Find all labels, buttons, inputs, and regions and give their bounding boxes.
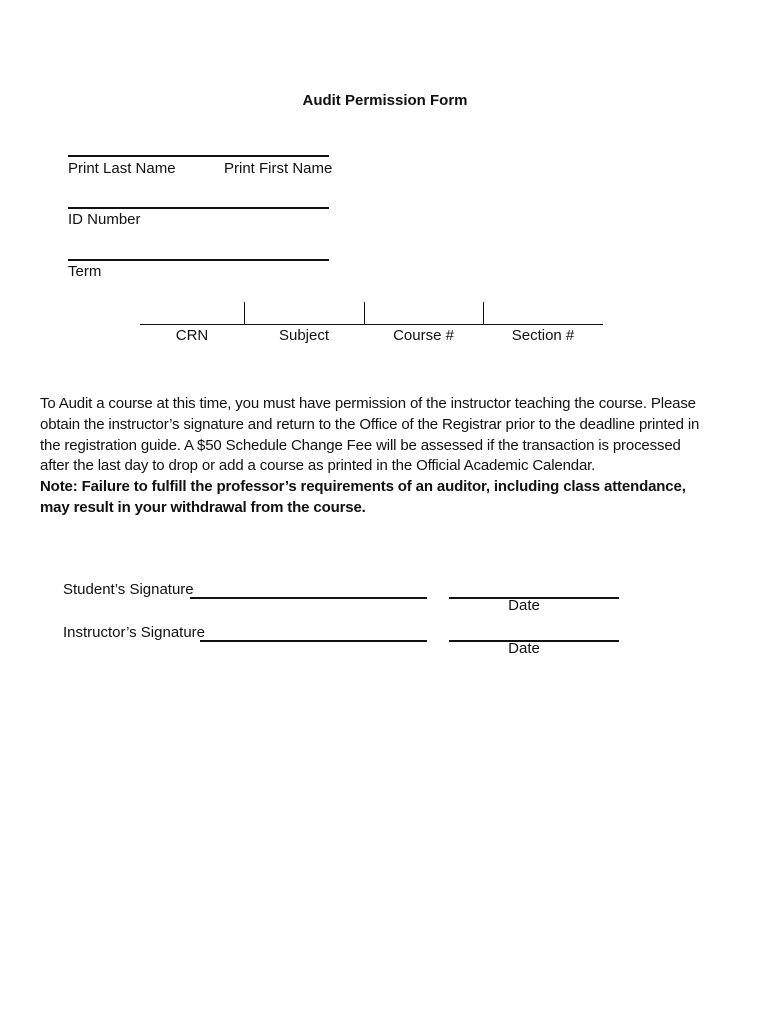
form-title: Audit Permission Form	[302, 92, 468, 109]
instructions-paragraph	[40, 394, 720, 519]
course-divider-2	[364, 302, 365, 324]
course-entry-line[interactable]	[140, 324, 603, 325]
crn-label: CRN	[175, 327, 209, 344]
subject-label: Subject	[278, 327, 330, 344]
course-number-label: Course #	[393, 327, 454, 344]
id-number-label: ID Number	[68, 211, 141, 228]
term-label: Term	[68, 263, 102, 280]
instructions-line-3: the registration guide. A $50 Schedule Change Fee will be assessed if the transaction is processed	[40, 436, 681, 454]
instructions-line-1: To Audit a course at this time, you must have permission of the instructor teaching the course. Please	[40, 395, 696, 412]
id-number-line[interactable]	[68, 207, 329, 209]
course-divider-3	[483, 302, 484, 324]
instructor-date-label: Date	[508, 640, 540, 657]
last-name-label: Print Last Name	[68, 160, 176, 177]
section-number-label: Section #	[511, 327, 575, 344]
instructor-signature-label: Instructor’s Signature	[63, 624, 206, 641]
student-signature-label: Student’s Signature	[63, 581, 194, 598]
note-line-1: Note: Failure to fulfill the professor’s requirements of an auditor, including class attendance,	[40, 478, 686, 496]
student-signature-line[interactable]	[190, 597, 427, 599]
term-line[interactable]	[68, 259, 329, 261]
note-line-2: may result in your withdrawal from the course.	[40, 498, 366, 516]
instructions-line-4: after the last day to drop or add a course as printed in the Official Academic Calendar.	[40, 457, 596, 475]
first-name-label: Print First Name	[224, 160, 333, 177]
name-line[interactable]	[68, 155, 329, 157]
instructions-line-2: obtain the instructor’s signature and return to the Office of the Registrar prior to the deadline printed in	[40, 415, 700, 433]
student-date-label: Date	[508, 597, 540, 614]
course-divider-1	[244, 302, 245, 324]
instructor-signature-line[interactable]	[200, 640, 427, 642]
